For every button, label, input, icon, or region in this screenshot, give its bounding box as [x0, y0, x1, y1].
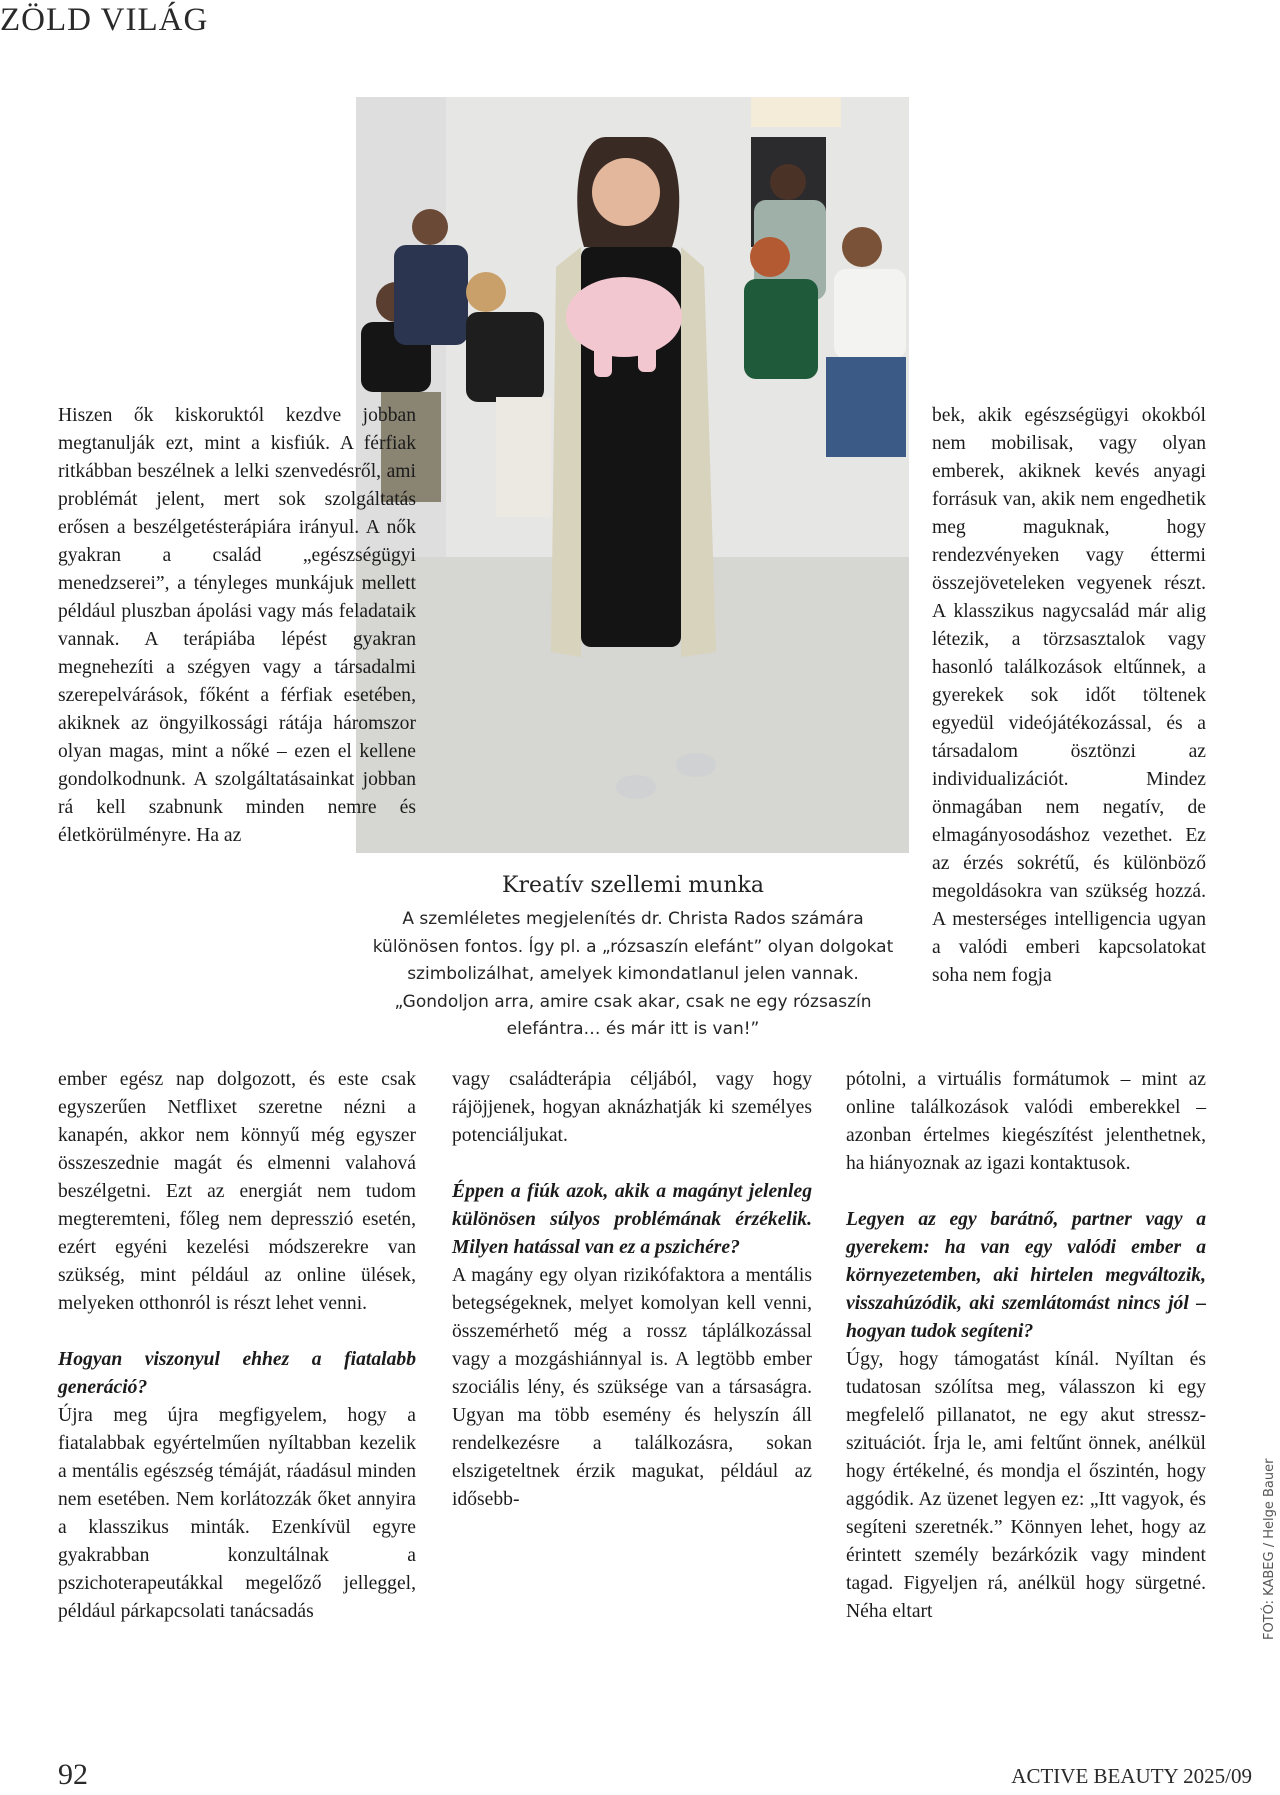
section-title: ZÖLD VILÁG	[0, 2, 209, 38]
interview-question: Legyen az egy barátnő, partner vagy a gyerekem: ha van egy valódi ember a környezetemben, aki hirtelen megváltozik, visszahúzódik, aki szemlátomást nincs jól – hogyan tudok segíteni?	[846, 1209, 1206, 1342]
interview-answer: A magány egy olyan rizikófaktora a mentális betegségeknek, melyet komolyan kell venni, összemérhető még a rossz táplálkozással vagy a mozgáshiánnyal is. A legtöbb ember szociális lény, és szüksége van a társaságra. Ugyan ma több esemény és helyszín áll rendelkezésre a találkozásra, sokan elszigeteltnek érzik magukat, például az idősebb-	[452, 1265, 812, 1510]
photo-caption	[366, 872, 900, 1044]
magazine-issue: ACTIVE BEAUTY 2025/09	[1011, 1764, 1252, 1788]
column-1-top	[58, 402, 416, 850]
column-1-bottom	[58, 1066, 416, 1626]
interview-question: Hogyan viszonyul ehhez a fiatalabb generáció?	[58, 1349, 416, 1398]
paragraph: ember egész nap dolgozott, és este csak egyszerűen Netflixet szeretne nézni a kanapén, akkor nem könnyű még egyszer összeszednie magát és elmenni valahová beszélgetni. Ezt az energiát nem tudom megteremteni, főleg nem depresszió esetén, ezért egyéni kezelési módszerekre van szükség, mint például az online ülések, melyeken otthonról is részt lehet venni.	[58, 1069, 416, 1314]
interview-answer: Úgy, hogy támogatást kínál. Nyíltan és tudatosan szólítsa meg, válasszon ki egy megfelelő pillanatot, ne egy akut stressz-szituációt. Írja le, ami feltűnt önnek, anélkül hogy értékelné, és mondja el őszintén, hogy aggódik. Az üzenet legyen ez: „Itt vagyok, és segíteni szeretnék.” Könnyen lehet, hogy az érintett személy bezárkózik vagy mindent tagad. Figyeljen rá, anélkül hogy sürgetné. Néha eltart	[846, 1349, 1206, 1622]
paragraph: vagy családterápia céljából, vagy hogy rájöjjenek, hogyan aknázhatják ki személyes potenciáljukat.	[452, 1069, 812, 1146]
column-3-bottom	[846, 1066, 1206, 1626]
interview-question: Éppen a fiúk azok, akik a magányt jelenleg különösen súlyos problémának érzékelik. Milyen hatással van ez a pszichére?	[452, 1181, 812, 1258]
photo-credit: FOTÓ: KABEG / Helge Bauer	[1262, 1458, 1277, 1640]
page-number: 92	[58, 1758, 88, 1791]
article-photo	[356, 97, 909, 853]
column-2	[452, 1066, 812, 1514]
paragraph: bek, akik egészségügyi okokból nem mobilisak, vagy olyan emberek, akiknek kevés anyagi forrásuk van, akik nem engedhetik meg maguknak, hogy rendezvényeken vagy éttermi összejöveteleken vegyenek részt. A klasszikus nagycsalád már alig létezik, a törzsasztalok vagy hasonló találkozások eltűnnek, a gyerekek sok időt töltenek egyedül videójátékozással, és a társadalom ösztönzi az individualizációt. Mindez önmagában nem negatív, de elmagányosodáshoz vezethet. Ez az érzés sokrétű, és különböző megoldásokra van szükség hozzá. A mesterséges intelligencia ugyan a valódi emberi kapcsolatokat soha nem fogja	[932, 405, 1206, 986]
interview-answer: Újra meg újra megfigyelem, hogy a fiatalabbak egyértelműen nyíltabban kezelik a mentális egészség témáját, ráadásul minden nem esetében. Nem korlátozzák őket annyira a klasszikus minták. Ezenkívül egyre gyakrabban konzultálnak a pszichoterapeutákkal megelőző jelleggel, például párkapcsolati tanácsadás	[58, 1405, 416, 1622]
caption-text: A szemléletes megjelenítés dr. Christa Rados számára különösen fontos. Így pl. a „rózsaszín elefánt” olyan dolgokat szimbolizálhat, amelyek kimondatlanul jelen vannak. „Gondoljon arra, amire csak akar, csak ne egy rózsaszín elefántra… és már itt is van!”	[372, 909, 894, 1039]
caption-title: Kreatív szellemi munka	[502, 873, 764, 898]
paragraph: Hiszen ők kiskoruktól kezdve jobban megtanulják ezt, mint a kisfiúk. A férfiak ritkábban beszélnek a lelki szenvedésről, ami problémát jelent, mert sok szolgáltatás erősen a beszélgetésterápiára irányul. A nők gyakran a család „egészségügyi menedzserei”, a tényleges munkájuk mellett például pluszban ápolási vagy más feladataik vannak. A terápiába lépést gyakran megnehezíti a szégyen vagy a társadalmi szerepelvárások, főként a férfiak esetében, akiknek az öngyilkossági rátája háromszor olyan magas, mint a nőké – ezen el kellene gondolkodnunk. A szolgáltatásainkat jobban rá kell szabnunk minden nemre és életkörülményre. Ha az	[58, 405, 416, 846]
photo-illustration	[356, 97, 909, 853]
column-3-top	[932, 402, 1206, 990]
paragraph: pótolni, a virtuális formátumok – mint az online találkozások valódi emberekkel – azonban értelmes kiegészítést jelenthetnek, ha hiányoznak az igazi kontaktusok.	[846, 1069, 1206, 1174]
